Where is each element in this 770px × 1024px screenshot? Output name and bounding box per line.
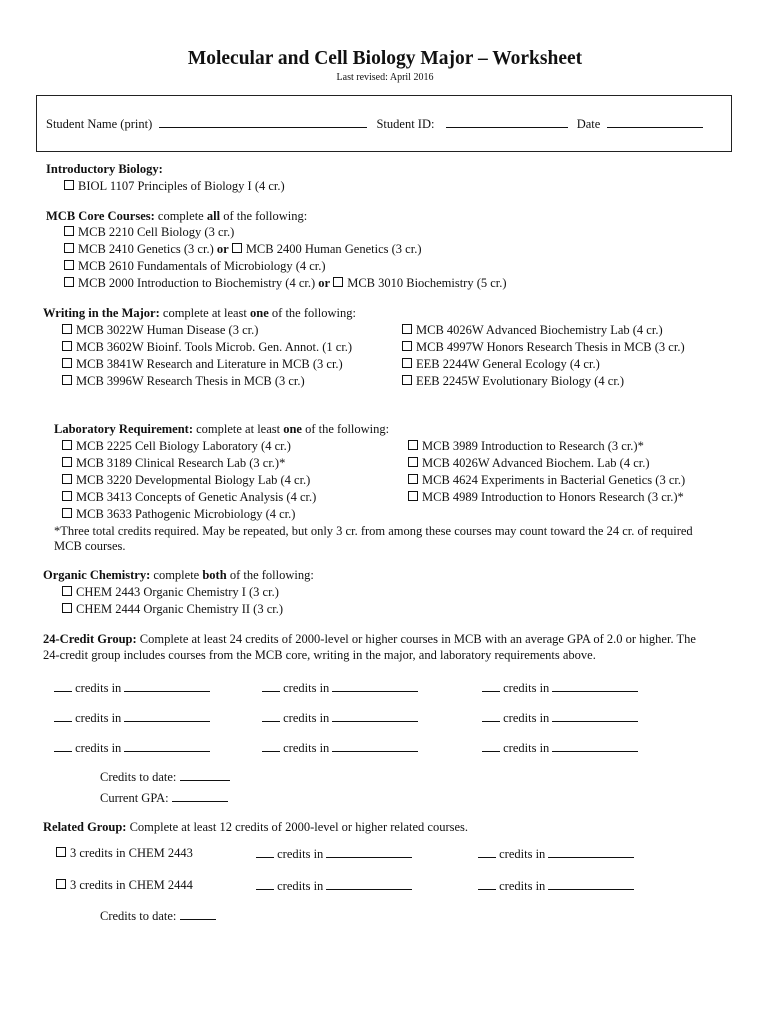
credits-entry: credits in bbox=[478, 846, 634, 862]
ochem-item[interactable]: CHEM 2444 Organic Chemistry II (3 cr.) bbox=[62, 602, 283, 617]
student-name-field[interactable] bbox=[159, 116, 367, 128]
lab-item[interactable]: MCB 3633 Pathogenic Microbiology (4 cr.) bbox=[62, 507, 295, 522]
core-item[interactable]: MCB 2210 Cell Biology (3 cr.) bbox=[64, 225, 234, 240]
checkbox-icon[interactable] bbox=[402, 341, 412, 351]
core-item[interactable]: MCB 2410 Genetics (3 cr.) or MCB 2400 Human Genetics (3 cr.) bbox=[64, 242, 421, 257]
credits-field[interactable] bbox=[482, 680, 500, 692]
checkbox-icon[interactable] bbox=[64, 277, 74, 287]
last-revised: Last revised: April 2016 bbox=[336, 72, 434, 83]
credits-field[interactable] bbox=[262, 710, 280, 722]
credits-entry: credits in bbox=[262, 740, 418, 756]
checkbox-icon[interactable] bbox=[402, 375, 412, 385]
checkbox-icon[interactable] bbox=[62, 491, 72, 501]
checkbox-icon[interactable] bbox=[56, 879, 66, 889]
credits-entry: credits in bbox=[256, 878, 412, 894]
credits-field[interactable] bbox=[482, 740, 500, 752]
checkbox-icon[interactable] bbox=[64, 260, 74, 270]
writing-item[interactable]: MCB 4026W Advanced Biochemistry Lab (4 cr.) bbox=[402, 323, 663, 338]
writing-heading: Writing in the Major: complete at least one of the following: bbox=[43, 306, 356, 320]
credits-field[interactable] bbox=[262, 740, 280, 752]
writing-item[interactable]: EEB 2245W Evolutionary Biology (4 cr.) bbox=[402, 374, 624, 389]
checkbox-icon[interactable] bbox=[62, 358, 72, 368]
course-field[interactable] bbox=[332, 710, 418, 722]
related-credits-to-date: Credits to date: bbox=[100, 908, 216, 924]
checkbox-icon[interactable] bbox=[62, 375, 72, 385]
writing-item[interactable]: MCB 3602W Bioinf. Tools Microb. Gen. Annot. (1 cr.) bbox=[62, 340, 352, 355]
writing-item[interactable]: EEB 2244W General Ecology (4 cr.) bbox=[402, 357, 600, 372]
credits-entry: credits in bbox=[54, 710, 210, 726]
checkbox-icon[interactable] bbox=[408, 491, 418, 501]
lab-item[interactable]: MCB 3220 Developmental Biology Lab (4 cr.) bbox=[62, 473, 310, 488]
course-field[interactable] bbox=[124, 680, 210, 692]
credits-entry: credits in bbox=[262, 680, 418, 696]
credits-to-date: Credits to date: bbox=[100, 769, 230, 785]
credits-to-date-field[interactable] bbox=[180, 769, 230, 781]
checkbox-icon[interactable] bbox=[64, 243, 74, 253]
checkbox-icon[interactable] bbox=[232, 243, 242, 253]
student-name-label: Student Name (print) bbox=[46, 117, 153, 131]
credits-field[interactable] bbox=[54, 710, 72, 722]
writing-item[interactable]: MCB 3841W Research and Literature in MCB (3 cr.) bbox=[62, 357, 343, 372]
checkbox-icon[interactable] bbox=[402, 324, 412, 334]
checkbox-icon[interactable] bbox=[64, 180, 74, 190]
core-heading: MCB Core Courses: complete all of the following: bbox=[46, 209, 308, 223]
credits-entry: credits in bbox=[256, 846, 412, 862]
page-title: Molecular and Cell Biology Major – Worksheet bbox=[187, 48, 583, 69]
core-item[interactable]: MCB 2000 Introduction to Biochemistry (4 cr.) or MCB 3010 Biochemistry (5 cr.) bbox=[64, 276, 507, 291]
student-id-field[interactable] bbox=[446, 116, 568, 128]
lab-note-line1: *Three total credits required. May be repeated, but only 3 cr. from among these courses may count toward the 24 cr. of required bbox=[54, 524, 693, 538]
checkbox-icon[interactable] bbox=[62, 474, 72, 484]
checkbox-icon[interactable] bbox=[402, 358, 412, 368]
intro-heading: Introductory Biology: bbox=[46, 162, 163, 176]
credits-entry: credits in bbox=[482, 740, 638, 756]
credits-field[interactable] bbox=[54, 680, 72, 692]
checkbox-icon[interactable] bbox=[62, 603, 72, 613]
lab-item[interactable]: MCB 4026W Advanced Biochem. Lab (4 cr.) bbox=[408, 456, 650, 471]
credits-field[interactable] bbox=[256, 846, 274, 858]
credits-entry: credits in bbox=[54, 740, 210, 756]
writing-item[interactable]: MCB 3996W Research Thesis in MCB (3 cr.) bbox=[62, 374, 305, 389]
related-item[interactable]: 3 credits in CHEM 2444 bbox=[56, 878, 193, 893]
lab-item[interactable]: MCB 3189 Clinical Research Lab (3 cr.)* bbox=[62, 456, 285, 471]
course-field[interactable] bbox=[548, 846, 634, 858]
course-field[interactable] bbox=[124, 740, 210, 752]
credits-field[interactable] bbox=[478, 878, 496, 890]
lab-item[interactable]: MCB 4989 Introduction to Honors Research (3 cr.)* bbox=[408, 490, 684, 505]
checkbox-icon[interactable] bbox=[408, 440, 418, 450]
credits-entry: credits in bbox=[482, 680, 638, 696]
ochem-heading: Organic Chemistry: complete both of the following: bbox=[43, 568, 314, 582]
course-field[interactable] bbox=[552, 740, 638, 752]
current-gpa-field[interactable] bbox=[172, 790, 228, 802]
student-id-label: Student ID: bbox=[376, 117, 435, 131]
intro-item[interactable]: BIOL 1107 Principles of Biology I (4 cr.) bbox=[64, 179, 285, 194]
related-credits-to-date-field[interactable] bbox=[180, 908, 216, 920]
current-gpa: Current GPA: bbox=[100, 790, 228, 806]
course-field[interactable] bbox=[332, 680, 418, 692]
student-info-row bbox=[46, 116, 703, 132]
checkbox-icon[interactable] bbox=[62, 457, 72, 467]
lab-item[interactable]: MCB 3413 Concepts of Genetic Analysis (4 cr.) bbox=[62, 490, 316, 505]
course-field[interactable] bbox=[552, 680, 638, 692]
course-field[interactable] bbox=[332, 740, 418, 752]
course-field[interactable] bbox=[552, 710, 638, 722]
writing-item[interactable]: MCB 4997W Honors Research Thesis in MCB (3 cr.) bbox=[402, 340, 685, 355]
checkbox-icon[interactable] bbox=[408, 474, 418, 484]
related-desc: Related Group: Complete at least 12 credits of 2000-level or higher related courses. bbox=[43, 820, 469, 834]
group24-desc-line1: 24-Credit Group: Complete at least 24 credits of 2000-level or higher courses in MCB with an average GPA of 2.0 or higher. The bbox=[43, 632, 696, 646]
credits-entry: credits in bbox=[262, 710, 418, 726]
credits-entry: credits in bbox=[478, 878, 634, 894]
checkbox-icon[interactable] bbox=[408, 457, 418, 467]
related-item[interactable]: 3 credits in CHEM 2443 bbox=[56, 846, 193, 861]
ochem-item[interactable]: CHEM 2443 Organic Chemistry I (3 cr.) bbox=[62, 585, 279, 600]
writing-item[interactable]: MCB 3022W Human Disease (3 cr.) bbox=[62, 323, 258, 338]
course-field[interactable] bbox=[548, 878, 634, 890]
credits-entry: credits in bbox=[54, 680, 210, 696]
date-field[interactable] bbox=[607, 116, 703, 128]
checkbox-icon[interactable] bbox=[62, 440, 72, 450]
credits-field[interactable] bbox=[256, 878, 274, 890]
course-field[interactable] bbox=[124, 710, 210, 722]
lab-item[interactable]: MCB 2225 Cell Biology Laboratory (4 cr.) bbox=[62, 439, 291, 454]
credits-field[interactable] bbox=[478, 846, 496, 858]
core-item[interactable]: MCB 2610 Fundamentals of Microbiology (4 cr.) bbox=[64, 259, 326, 274]
date-label: Date bbox=[576, 117, 601, 131]
group24-desc-line2: 24-credit group includes courses from the MCB core, writing in the major, and laboratory requirements above. bbox=[43, 648, 596, 662]
lab-item[interactable]: MCB 3989 Introduction to Research (3 cr.)* bbox=[408, 439, 644, 454]
course-field[interactable] bbox=[326, 846, 412, 858]
lab-note-line2: MCB courses. bbox=[54, 539, 126, 553]
checkbox-icon[interactable] bbox=[333, 277, 343, 287]
checkbox-icon[interactable] bbox=[56, 847, 66, 857]
lab-item[interactable]: MCB 4624 Experiments in Bacterial Genetics (3 cr.) bbox=[408, 473, 685, 488]
checkbox-icon[interactable] bbox=[62, 341, 72, 351]
credits-entry: credits in bbox=[482, 710, 638, 726]
credits-field[interactable] bbox=[262, 680, 280, 692]
credits-field[interactable] bbox=[54, 740, 72, 752]
credits-field[interactable] bbox=[482, 710, 500, 722]
lab-heading: Laboratory Requirement: complete at least one of the following: bbox=[54, 422, 390, 436]
checkbox-icon[interactable] bbox=[62, 586, 72, 596]
checkbox-icon[interactable] bbox=[64, 226, 74, 236]
checkbox-icon[interactable] bbox=[62, 324, 72, 334]
course-field[interactable] bbox=[326, 878, 412, 890]
checkbox-icon[interactable] bbox=[62, 508, 72, 518]
